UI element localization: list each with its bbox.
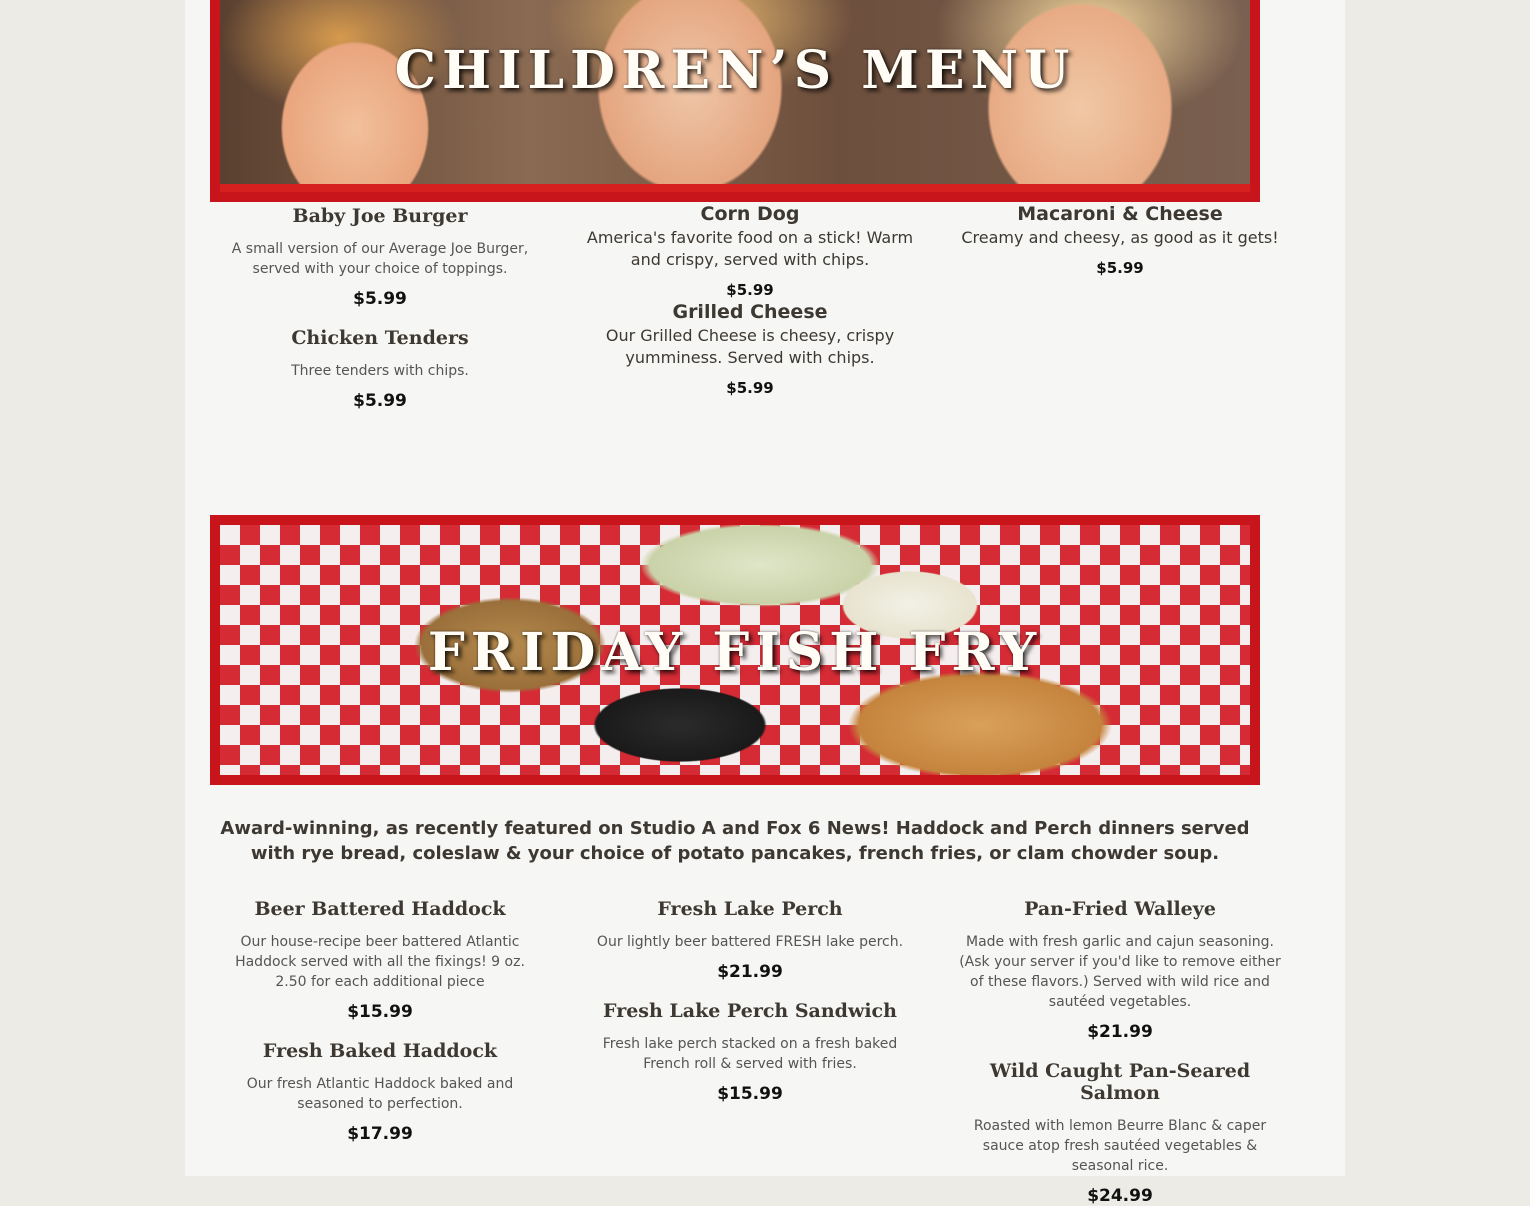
- menu-item-price: $21.99: [717, 962, 783, 982]
- menu-item-name: Corn Dog: [700, 203, 800, 225]
- menu-item-description: A small version of our Average Joe Burger, served with your choice of toppings.: [231, 241, 529, 277]
- fish-menu-column-1: [215, 898, 545, 1144]
- menu-item-price: $15.99: [347, 1002, 413, 1022]
- menu-item-description: Creamy and cheesy, as good as it gets!: [961, 228, 1279, 247]
- kids-menu-column-3: [955, 203, 1285, 277]
- childrens-menu-banner: [210, 0, 1260, 202]
- menu-item-description: Three tenders with chips.: [291, 363, 469, 379]
- menu-item-description: Our house-recipe beer battered Atlantic Haddock served with all the fixings! 9 oz. 2.50 for each additional piece: [235, 934, 525, 990]
- menu-item-price: $5.99: [726, 379, 774, 397]
- menu-item-description: Our Grilled Cheese is cheesy, crispy yumminess. Served with chips.: [605, 326, 895, 367]
- menu-item-price: $5.99: [353, 289, 407, 309]
- menu-item-price: $24.99: [1087, 1186, 1153, 1206]
- menu-item-price: $5.99: [1096, 259, 1144, 277]
- menu-item-price: $5.99: [353, 391, 407, 411]
- menu-item-name: Fresh Lake Perch: [657, 898, 843, 920]
- menu-item-description: Our fresh Atlantic Haddock baked and seasoned to perfection.: [246, 1076, 514, 1112]
- kids-menu-column-1: [215, 205, 545, 411]
- menu-item-name: Macaroni & Cheese: [1017, 203, 1223, 225]
- friday-fish-fry-title: FRIDAY FISH FRY: [427, 622, 1043, 683]
- fish-menu-column-3: [955, 898, 1285, 1206]
- menu-item-price: $21.99: [1087, 1022, 1153, 1042]
- childrens-menu-title: CHILDREN’S MENU: [394, 40, 1076, 101]
- menu-item-name: Beer Battered Haddock: [254, 898, 506, 920]
- menu-item-name: Fresh Lake Perch Sandwich: [603, 1000, 897, 1022]
- fish-menu-column-2: [585, 898, 915, 1104]
- menu-item-name: Pan-Fried Walleye: [1024, 898, 1216, 920]
- menu-item-description: Fresh lake perch stacked on a fresh baked French roll & served with fries.: [602, 1036, 898, 1072]
- menu-item-name: Grilled Cheese: [672, 301, 828, 323]
- menu-item-description: America's favorite food on a stick! Warm and crispy, served with chips.: [586, 228, 914, 269]
- menu-item-price: $15.99: [717, 1084, 783, 1104]
- menu-item-description: Made with fresh garlic and cajun seasoning. (Ask your server if you'd like to remove either of these flavors.) Served with wild rice and sautéed vegetables.: [959, 934, 1281, 1010]
- menu-item-price: $17.99: [347, 1124, 413, 1144]
- menu-item-description: Roasted with lemon Beurre Blanc & caper sauce atop fresh sautéed vegetables & seasonal rice.: [973, 1118, 1267, 1174]
- kids-menu-column-2: [585, 203, 915, 397]
- menu-item-name: Fresh Baked Haddock: [262, 1040, 498, 1062]
- menu-item-name: Wild Caught Pan-Seared Salmon: [989, 1060, 1251, 1104]
- friday-fish-fry-banner: [210, 515, 1260, 785]
- menu-item-name: Chicken Tenders: [291, 327, 469, 349]
- fish-fry-intro: Award-winning, as recently featured on Studio A and Fox 6 News! Haddock and Perch dinners served with rye bread, coleslaw & your choice of potato pancakes, french fries, or clam chowder soup.: [220, 818, 1250, 864]
- menu-item-description: Our lightly beer battered FRESH lake perch.: [596, 934, 904, 950]
- menu-item-name: Baby Joe Burger: [292, 205, 468, 227]
- menu-item-price: $5.99: [726, 281, 774, 299]
